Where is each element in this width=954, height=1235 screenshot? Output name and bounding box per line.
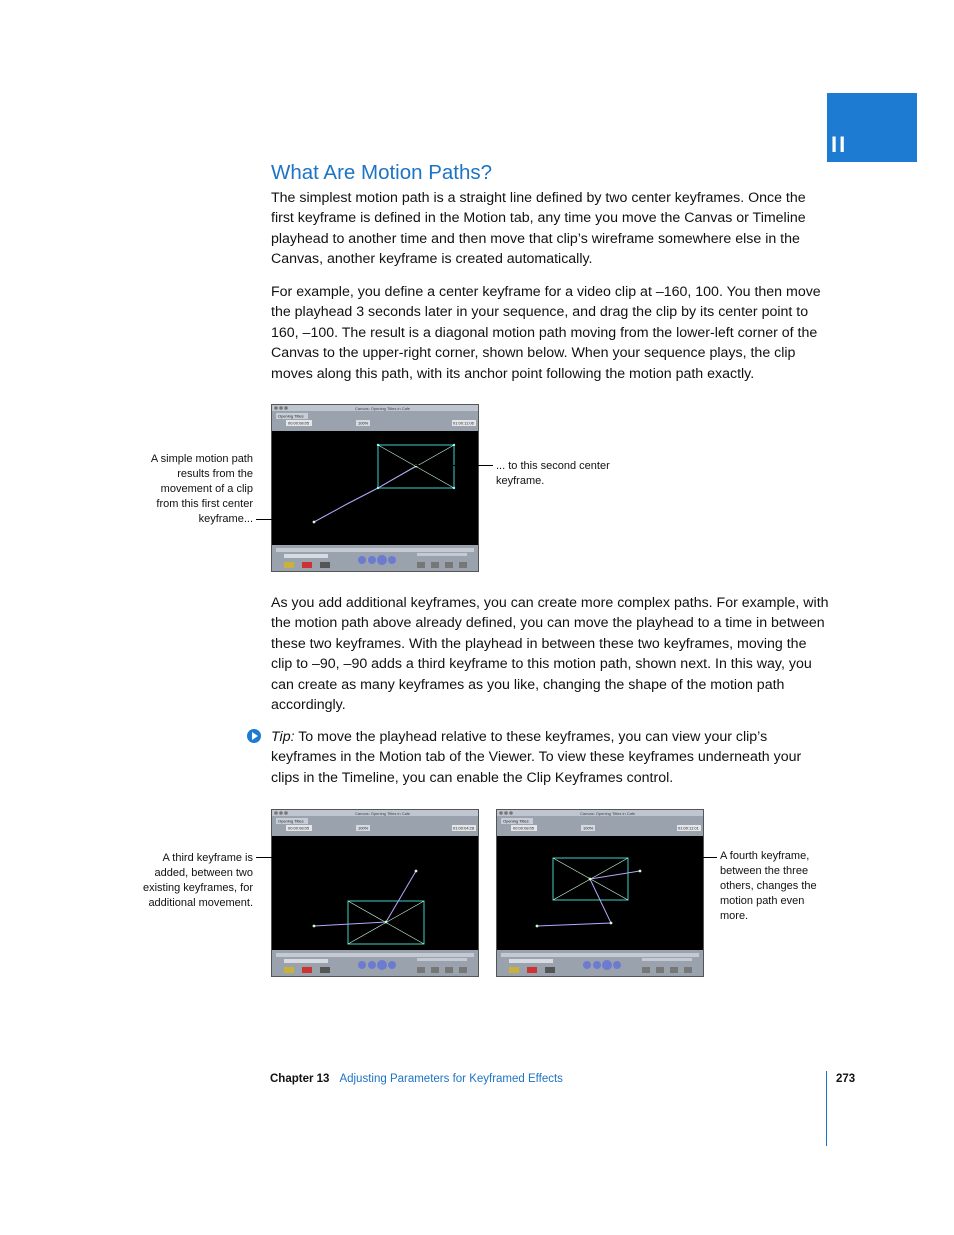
canvas-window-graphic (497, 810, 703, 976)
caption-second-keyframe: ... to this second center keyframe. (496, 460, 610, 487)
caption-first-keyframe: A simple motion path results from the movement of a clip from this first center keyframe... (150, 453, 253, 525)
zoom-popup: 100% (358, 420, 369, 426)
footer-divider (826, 1071, 827, 1146)
current-timecode: 01:00:11:01 (678, 825, 699, 831)
footer-chapter-title: Adjusting Parameters for Keyframed Effects (339, 1073, 563, 1085)
page-footer (270, 1073, 563, 1085)
window-tab: Opening Titles (278, 818, 304, 824)
part-tab-label: II (831, 132, 848, 157)
zoom-popup: 100% (583, 825, 594, 831)
duration-timecode: 00:00:08:05 (513, 825, 535, 831)
canvas-screenshot-3 (496, 809, 704, 977)
canvas-window-graphic (272, 405, 478, 571)
leader-line-4 (639, 857, 717, 858)
page-number: 273 (836, 1073, 856, 1085)
window-title: Canvas: Opening Titles in Cafe (355, 811, 411, 816)
window-tab: Opening Titles (503, 818, 529, 824)
current-timecode: 01:00:11:06 (453, 420, 474, 426)
tip-text: To move the playhead relative to these keyframes, you can view your clip’s keyframes in the Motion tab of the Viewer. To view these keyframes underneath your clips in the Timeline, you can enable the Clip Keyframes control. (271, 729, 802, 786)
canvas-screenshot-1 (271, 404, 479, 572)
window-title: Canvas: Opening Titles in Cafe (355, 406, 411, 411)
tip-icon (246, 728, 262, 744)
section-heading: What Are Motion Paths? (271, 161, 493, 184)
window-tab: Opening Titles (278, 413, 304, 419)
part-tab (827, 93, 917, 162)
caption-third-keyframe: A third keyframe is added, between two existing keyframes, for additional movement. (142, 852, 253, 909)
tip-label: Tip: (271, 729, 295, 745)
current-timecode: 01:00:04:28 (453, 825, 475, 831)
leader-line-1 (256, 519, 312, 520)
leader-line-3-drop (414, 857, 415, 869)
leader-line-3 (256, 857, 414, 858)
paragraph-example: For example, you define a center keyframe for a video clip at –160, 100. You then move the playhead 3 seconds later in your sequence, and drag the clip by its center point to 160, –100. The result is a diagonal motion path moving from the lower-left corner of the Canvas to the upper-right corner, shown below. When your sequence plays, the clip moves along this path, with its anchor point following the motion path exactly. (271, 284, 821, 382)
canvas-window-graphic (272, 810, 478, 976)
paragraph-additional: As you add additional keyframes, you can create more complex paths. For example, with the motion path above already defined, you can move the playhead to a time in between these two keyframes. With the playhead in between these two keyframes, moving the clip to –90, –90 adds a third keyframe to this motion path, shown next. In this way, you can create as many keyframes as you like, changing the shape of the motion path accordingly. (271, 595, 829, 714)
paragraph-intro: The simplest motion path is a straight line defined by two center keyframes. Once the first keyframe is defined in the Motion tab, any time you move the Canvas or Timeline playhead to another time and then move that clip’s wireframe somewhere else in the Canvas, another keyframe is created automatically. (271, 190, 806, 268)
caption-fourth-keyframe: A fourth keyframe, between the three others, changes the motion path even more. (720, 850, 817, 922)
tip-paragraph (271, 727, 831, 788)
canvas-screenshot-2 (271, 809, 479, 977)
leader-line-2 (415, 465, 493, 466)
leader-line-4-drop (639, 857, 640, 869)
duration-timecode: 00:00:08:05 (288, 420, 310, 426)
window-title: Canvas: Opening Titles in Cafe (580, 811, 636, 816)
footer-chapter-label: Chapter 13 (270, 1073, 330, 1085)
duration-timecode: 00:00:08:05 (288, 825, 310, 831)
zoom-popup: 100% (358, 825, 369, 831)
